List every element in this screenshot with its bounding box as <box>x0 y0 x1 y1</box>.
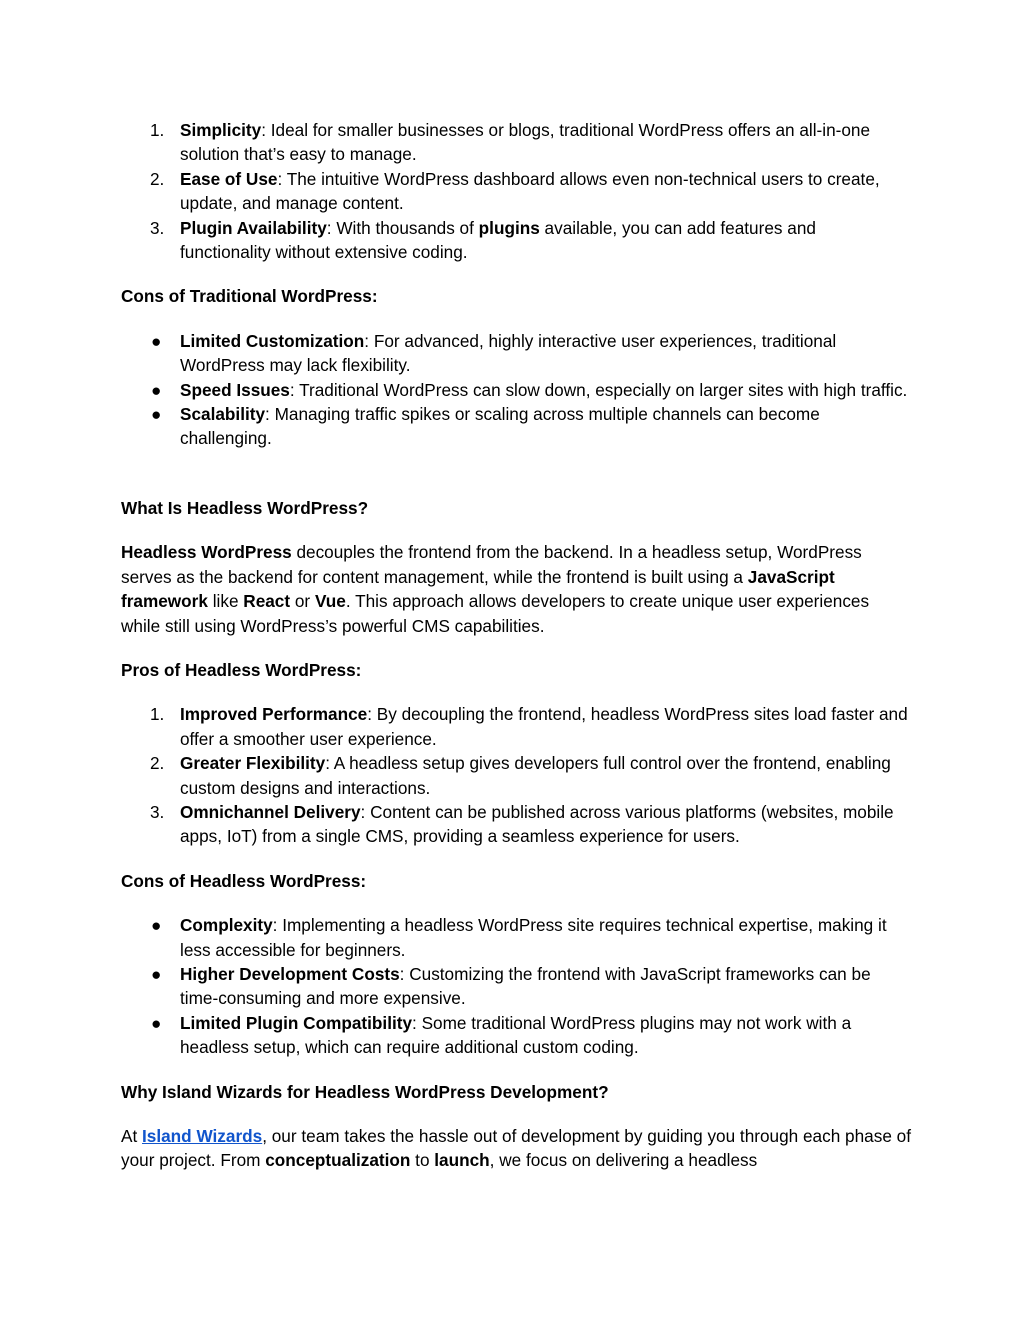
list-number: 1. <box>150 120 165 140</box>
bullet-icon: ● <box>151 404 162 425</box>
item-term: Limited Customization <box>180 330 365 351</box>
paragraph-text: or <box>290 591 315 612</box>
list-item <box>121 800 911 849</box>
list-item <box>121 962 911 1011</box>
bullet-icon: ● <box>151 330 162 351</box>
item-text: : With thousands of <box>326 217 479 238</box>
what-is-headless-paragraph <box>121 540 911 638</box>
emphasis: conceptualization <box>265 1150 411 1171</box>
what-is-headless-heading: What Is Headless WordPress? <box>121 497 369 518</box>
cons-traditional-heading: Cons of Traditional WordPress: <box>121 286 378 307</box>
emphasis: launch <box>434 1150 490 1171</box>
item-text: : Traditional WordPress can slow down, especially on larger sites with high traffic. <box>289 379 908 400</box>
item-term: Ease of Use <box>180 168 278 189</box>
list-item <box>121 167 911 216</box>
item-term: Speed Issues <box>180 379 290 400</box>
list-item <box>121 751 911 800</box>
item-term: Omnichannel Delivery <box>180 801 361 822</box>
item-term: Simplicity <box>180 120 262 140</box>
pros-headless-list <box>121 702 911 848</box>
list-item <box>121 402 911 451</box>
item-term: Higher Development Costs <box>180 963 400 984</box>
list-item <box>121 118 911 167</box>
list-number: 3. <box>150 801 165 822</box>
list-item <box>121 378 911 402</box>
paragraph-text: At <box>121 1126 143 1146</box>
item-text: : Some traditional WordPress plugins may not work with a headless setup, which can require additional custom coding. <box>180 1012 852 1058</box>
why-island-heading: Why Island Wizards for Headless WordPress Development? <box>121 1081 609 1102</box>
emphasis: Headless WordPress <box>121 542 292 563</box>
item-text: : For advanced, highly interactive user experiences, traditional WordPress may lack flexibility. <box>180 330 837 376</box>
pros-traditional-list <box>121 118 911 264</box>
bullet-icon: ● <box>151 915 162 936</box>
item-text: : The intuitive WordPress dashboard allows even non-technical users to create, update, and manage content. <box>180 168 880 214</box>
list-number: 3. <box>150 217 165 238</box>
emphasis: React <box>243 591 291 612</box>
island-wizards-link[interactable]: Island Wizards <box>142 1126 263 1146</box>
item-term: Limited Plugin Compatibility <box>180 1012 413 1033</box>
paragraph-text: like <box>207 591 244 612</box>
bullet-icon: ● <box>151 963 162 984</box>
item-text: : Ideal for smaller businesses or blogs, traditional WordPress offers an all-in-one solution that’s easy to manage. <box>180 120 871 165</box>
bullet-icon: ● <box>151 1012 162 1033</box>
item-term: Improved Performance <box>180 704 368 725</box>
list-item <box>121 216 911 265</box>
paragraph-text: decouples the frontend from the backend. In a headless setup, WordPress serves as the backend for content management, while the frontend is built using a <box>121 542 862 587</box>
item-text: : A headless setup gives developers full control over the frontend, enabling custom designs and interactions. <box>180 753 891 798</box>
list-number: 2. <box>150 168 165 189</box>
item-emphasis: plugins <box>478 217 540 238</box>
item-term: Scalability <box>180 404 266 425</box>
list-item <box>121 913 911 962</box>
item-text: : Content can be published across various platforms (websites, mobile apps, IoT) from a single CMS, providing a seamless experience for users. <box>180 801 894 847</box>
document-page <box>121 118 911 1173</box>
item-term: Greater Flexibility <box>180 753 326 774</box>
emphasis: JavaScript framework <box>121 566 835 612</box>
emphasis: Vue <box>314 591 346 612</box>
why-island-paragraph <box>121 1124 911 1173</box>
list-item <box>121 1011 911 1060</box>
paragraph-text: to <box>410 1150 435 1171</box>
cons-traditional-list <box>121 329 911 451</box>
item-text: : By decoupling the frontend, headless WordPress sites load faster and offer a smoother user experience. <box>180 704 908 749</box>
item-text: : Managing traffic spikes or scaling across multiple channels can become challenging. <box>180 404 820 449</box>
list-number: 2. <box>150 753 165 774</box>
item-term: Complexity <box>180 915 273 936</box>
cons-headless-heading: Cons of Headless WordPress: <box>121 870 367 891</box>
pros-headless-heading: Pros of Headless WordPress: <box>121 659 362 680</box>
item-term: Plugin Availability <box>180 217 327 238</box>
list-item <box>121 329 911 378</box>
cons-headless-list <box>121 913 911 1059</box>
paragraph-text: , our team takes the hassle out of development by guiding you through each phase of your project. From <box>121 1126 911 1171</box>
item-text: available, you can add features and functionality without extensive coding. <box>180 217 816 263</box>
paragraph-text: , we focus on delivering a headless <box>489 1150 758 1171</box>
list-number: 1. <box>150 704 165 725</box>
item-text: : Customizing the frontend with JavaScript frameworks can be time-consuming and more expensive. <box>180 963 871 1009</box>
item-text: : Implementing a headless WordPress site requires technical expertise, making it less accessible for beginners. <box>180 915 887 960</box>
list-item <box>121 702 911 751</box>
paragraph-text: . This approach allows developers to create unique user experiences while still using WordPress’s powerful CMS capabilities. <box>121 591 870 636</box>
bullet-icon: ● <box>151 379 162 400</box>
